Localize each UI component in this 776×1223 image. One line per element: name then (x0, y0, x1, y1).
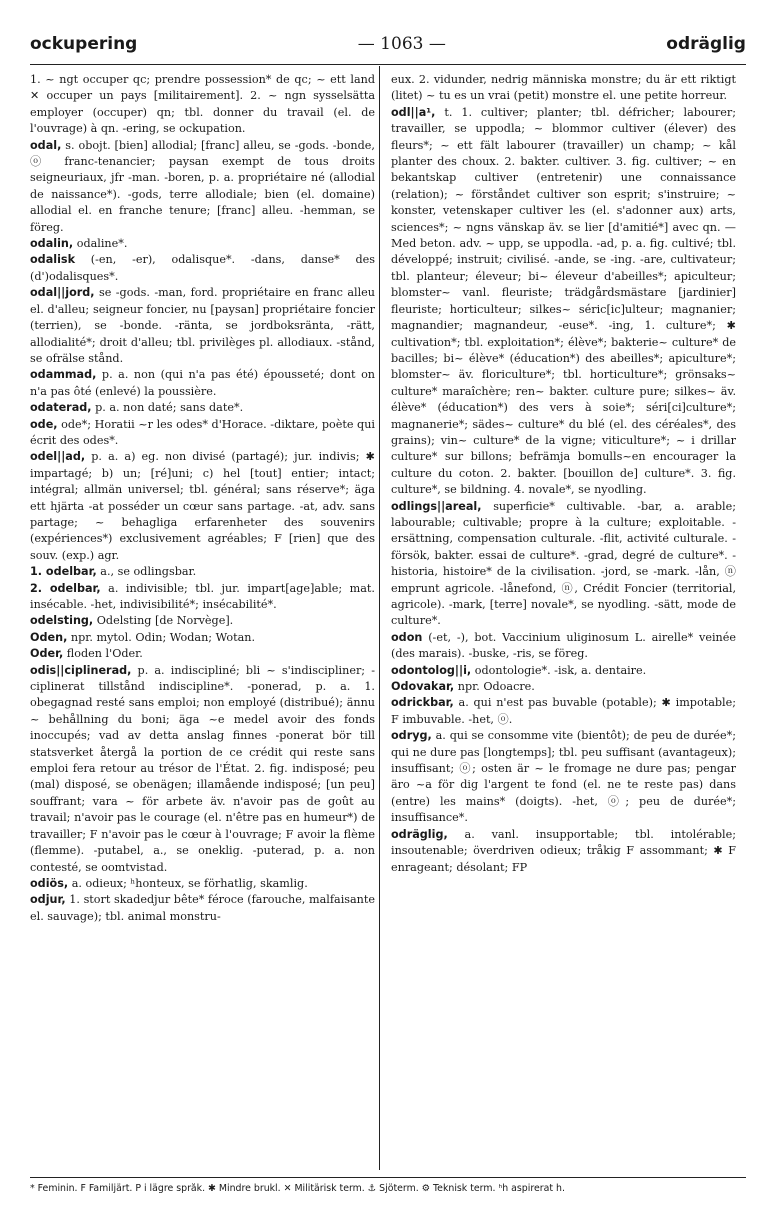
dictionary-entry (30, 449, 375, 564)
entry-text: eux. 2. vidunder, nedrig människa monstre; du är ett riktigt (litet) ~ tu es un vrai (petit) monstre el. une petite horreur. (391, 73, 736, 103)
entry-headword: ode, (30, 417, 58, 431)
dictionary-entry (30, 138, 375, 236)
entry-text: 1. ~ ngt occuper qc; prendre possession* de qc; ~ ett land ✕ occuper un pays [militairement]. 2. ~ ngn sysselsätta employer (occuper) qn; tbl. donner du travail (el. de l'ouvrage) à qn. -ering, se ockupation. (30, 73, 375, 136)
entry-headword: odammad, (30, 368, 97, 382)
dictionary-entry (30, 564, 375, 580)
dictionary-entry (30, 663, 375, 876)
dictionary-entry (391, 695, 736, 728)
entry-text: odaline*. (76, 237, 128, 251)
entry-text: odontologie*. -isk, a. dentaire. (474, 663, 647, 677)
entry-headword: odalisk (30, 253, 76, 267)
entry-headword: odaterad, (30, 401, 92, 415)
dictionary-entry (30, 613, 375, 629)
entry-text: p. a. non daté; sans date*. (95, 401, 244, 415)
dictionary-entry (391, 105, 736, 499)
dictionary-entry (391, 499, 736, 630)
dictionary-entry (391, 663, 736, 679)
entry-headword: Oder, (30, 647, 64, 661)
entry-text: superficie* cultivable. -bar, a. arable; labourable; cultivable; propre à la culture; exploitable. -ersättning, compensation culturale. -flit, activité culturale. -försök, bakter. essai de culture*. -grad, degré de culture*. -historia, histoire* de la civilisation. -jord, se -mark. -lån, ⓝ emprunt agricole. -lånefond, ⓝ, Crédit Foncier (territorial, agricole). -mark, [terre] novale*, se nyodling. -sätt, mode de culture*. (391, 499, 736, 628)
dictionary-entry (391, 679, 736, 695)
dictionary-entry (30, 630, 375, 646)
entry-text: Odelsting [de Norvège]. (96, 614, 234, 628)
entry-text: a. qui n'est pas buvable (potable); ✱ impotable; F imbuvable. -het, ⓞ. (391, 696, 736, 726)
entry-headword: odrickbar, (391, 696, 454, 710)
dictionary-entry (30, 285, 375, 367)
entry-headword: odontolog||i, (391, 663, 472, 677)
dictionary-entry (30, 252, 375, 285)
entry-headword: odon (391, 630, 423, 644)
entry-headword: odryg, (391, 729, 432, 743)
left-column (30, 72, 375, 1167)
header-left-word: ockupering (30, 34, 138, 54)
dictionary-entry (30, 72, 375, 138)
entry-headword: odräglig, (391, 827, 448, 841)
entry-headword: odjur, (30, 893, 66, 907)
entry-headword: Oden, (30, 630, 68, 644)
entry-text: a. indivisible; tbl. jur. impart[age]able; mat. insécable. -het, indivisibilité*; insécabilité*. (30, 581, 375, 611)
dictionary-entry (30, 646, 375, 662)
entry-headword: odiös, (30, 876, 69, 890)
dictionary-entry (30, 236, 375, 252)
entry-text: p. a. indiscipliné; bli ~ s'indiscipliner; -ciplinerat tillstånd indiscipline*. -ponerad, p. a. 1. obegagnad resté sans emploi; non employé (distribué); ännu ~ behållning du boni; äga ~e medel avoir des fonds inoccupés; vad av detta anslag finnes -ponerat bör till statsverket återgå la portion de ce crédit qui reste sans emploi fera retour au trésor de l'État. 2. fig. indisposé; peu (mal) disposé, se obenägen; illamående indisposé; [un peu] souffrant; vara ~ för arbete äv. n'avoir pas de goût au travail; n'avoir pas le courage (el. n'être pas en humeur*) de travailler; F n'avoir pas le cœur à l'ouvrage; F avoir la flème (flemme). -putabel, a., se oneklig. -puterad, p. a. non contesté, se oomtvistad. (30, 663, 375, 874)
entry-text: a. qui se consomme vite (bientôt); de peu de durée*; qui ne dure pas [longtemps]; tbl. peu suffisant (avantageux); insuffisant; ⓞ; osten är ~ le fromage ne dure pas; pengar äro ~a för dig l'argent te fond (el. ne te reste pas) dans (entre) les mains* (doigts). -het, ⓞ; peu de durée*; insuffisance*. (391, 729, 736, 825)
entry-text: t. 1. cultiver; planter; tbl. défricher; labourer; travailler, se uppodla; ~ blommor cultiver (élever) des fleurs*; ~ ett fält labourer (travailler) un champ; ~ kål planter des choux. 2. bakter. cultiver. 3. fig. cultiver; ~ en bekantskap cultiver (entretenir) une connaissance (relation); ~ förståndet cultiver son esprit; s'instruire; ~ konster, vetenskaper cultiver les (el. s'adonner aux) arts, sciences*; ~ ngns vänskap äv. se lier [d'amitié*] avec qn. — Med beton. adv. ~ upp, se uppodla. -ad, p. a. fig. cultivé; tbl. développé; instruit; civilisé. -ande, se -ing. -are, cultivateur; tbl. planteur; éleveur; bi~ éleveur d'abeilles*; apiculteur; blomster~ vanl. fleuriste; trädgårdsmästare [jardinier] fleuriste; horticulteur; silkes~ séric[ic]ulteur; magnanier; magnandier; magnandeur, -euse*. -ing, 1. culture*; ✱ cultivation*; tbl. exploitation*; élève*; bakterie~ culture* de bacilles; bi~ élève* (éducation*) des abeilles*; apiculture*; blomster~ äv. floriculture*; tbl. horticulture*; grönsaks~ culture* maraîchère; ren~ bakter. culture pure; silkes~ äv. élève* (éducation*) des vers à soie*; séri[ci]culture*; magnanerie*; sädes~ culture* du blé (el. des céréales*, des grains); vin~ culture* de la vigne; viticulture*; ~ i drillar culture* sur billons; befrämja bomulls~en encourager la culture du coton. 2. bakter. [bouillon de] culture*. 3. fig. culture*, se bildning. 4. novale*, se nyodling. (391, 105, 736, 497)
entry-text: a., se odlingsbar. (100, 565, 197, 579)
dictionary-entry (391, 728, 736, 826)
dictionary-entry (30, 876, 375, 892)
footnote-legend: * Feminin. F Familjärt. P i lägre språk. ✱ Mindre brukl. ✕ Militärisk term. ⚓ Sjöterm. ⚙ Teknisk term. ʰh aspirerat h. (30, 1183, 565, 1194)
footnote-rule (30, 1177, 746, 1178)
entry-headword: odis||ciplinerad, (30, 663, 132, 677)
entry-headword: Odovakar, (391, 680, 455, 694)
dictionary-entry (391, 630, 736, 663)
page-number: — 1063 — (357, 34, 446, 54)
dictionary-entry (391, 827, 736, 876)
dictionary-entry (30, 581, 375, 614)
entry-text: a. odieux; ʰhonteux, se förhatlig, skamlig. (71, 876, 308, 890)
entry-headword: 2. odelbar, (30, 581, 101, 595)
entry-headword: odalin, (30, 237, 74, 251)
dictionary-entry (30, 417, 375, 450)
dictionary-entry (30, 367, 375, 400)
dictionary-entry (391, 72, 736, 105)
header-rule (30, 64, 746, 65)
entry-headword: odal||jord, (30, 286, 95, 300)
entry-headword: odlings||areal, (391, 499, 482, 513)
header-right-word: odräglig (666, 34, 746, 54)
page-header (30, 28, 746, 60)
entry-text: a. vanl. insupportable; tbl. intolérable; insoutenable; överdriven odieux; tråkig F assommant; ✱ F enrageant; désolant; FP (391, 827, 736, 874)
entry-text: p. a. a) eg. non divisé (partagé); jur. indivis; ✱ impartagé; b) un; [ré]uni; c) hel [tout] entier; intact; intégral; allmän universel; tbl. général; sans réserve*; äga ett hjärta -at posséder un cœur sans partage. -at, adv. sans partage; ~ behagliga erfarenheter des souvenirs (expériences*) exclusivement agréables; F [rien] que des souv. (exp.) agr. (30, 450, 375, 562)
entry-text: p. a. non (qui n'a pas été) épousseté; dont on n'a pas ôté (enlevé) la poussière. (30, 368, 375, 398)
entry-text: npr. Odoacre. (457, 680, 535, 694)
dictionary-entry (30, 892, 375, 925)
entry-text: npr. mytol. Odin; Wodan; Wotan. (70, 630, 256, 644)
entry-headword: odel||ad, (30, 450, 86, 464)
entry-text: ode*; Horatii ~r les odes* d'Horace. -diktare, poète qui écrit des odes*. (30, 417, 375, 447)
entry-text: 1. stort skadedjur bête* féroce (farouche, malfaisante el. sauvage); tbl. animal monstru- (30, 893, 375, 923)
entry-text: (-et, -), bot. Vaccinium uliginosum L. airelle* veinée (des marais). -buske, -ris, se föreg. (391, 630, 736, 661)
entry-text: (-en, -er), odalisque*. -dans, danse* des (d')odalisques*. (30, 253, 375, 283)
entry-text: se -gods. -man, ford. propriétaire en franc alleu el. d'alleu; seigneur foncier, nu [paysan] propriétaire foncier (terrien), se -bonde. -ränta, se jordboksränta, -rätt, allodialité*; droit d'alleu; tbl. privilèges pl. allodiaux. -stånd, se ofrälse stånd. (30, 286, 375, 365)
entry-headword: 1. odelbar, (30, 565, 97, 579)
entry-text: floden l'Oder. (66, 647, 143, 661)
entry-headword: odal, (30, 138, 62, 152)
entry-headword: odelsting, (30, 614, 94, 628)
entry-headword: odl||a¹, (391, 105, 436, 119)
right-column (391, 72, 736, 1167)
column-divider (379, 66, 380, 1170)
entry-text: s. obojt. [bien] allodial; [franc] alleu, se -gods. -bonde, ⓞ franc-tenancier; paysan exempt de tous droits seigneuriaux, jfr -man. -boren, p. a. propriétaire né (allodial de naissance*). -gods, terre allodiale; bien (el. domaine) allodial el. en franche tenure; [franc] alleu. -hemman, se föreg. (30, 138, 375, 234)
dictionary-entry (30, 400, 375, 416)
